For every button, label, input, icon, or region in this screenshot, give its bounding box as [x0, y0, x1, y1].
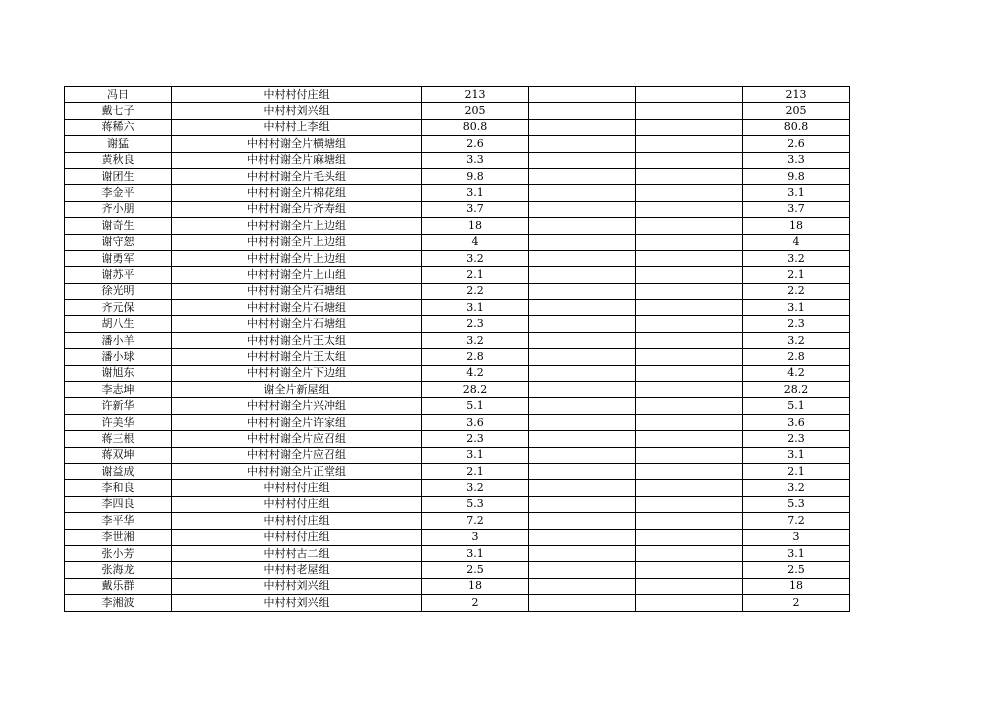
- cell-empty: [636, 480, 743, 496]
- cell-empty: [636, 283, 743, 299]
- table-row: [65, 349, 850, 365]
- cell-value: 3.1: [422, 447, 529, 463]
- cell-empty: [529, 463, 636, 479]
- cell-name: 蒋稀六: [65, 119, 172, 135]
- cell-empty: [529, 152, 636, 168]
- cell-empty: [529, 136, 636, 152]
- cell-name: 李四良: [65, 496, 172, 512]
- cell-empty: [529, 578, 636, 594]
- cell-total: 2: [743, 595, 850, 611]
- cell-empty: [529, 349, 636, 365]
- cell-empty: [529, 119, 636, 135]
- cell-value: 2: [422, 595, 529, 611]
- table-row: [65, 103, 850, 119]
- cell-location: 中村村谢全片石塘组: [172, 300, 422, 316]
- data-table: [64, 86, 850, 612]
- cell-empty: [636, 414, 743, 430]
- cell-total: 205: [743, 103, 850, 119]
- cell-name: 潘小球: [65, 349, 172, 365]
- table-row: [65, 185, 850, 201]
- cell-total: 213: [743, 87, 850, 103]
- cell-total: 3.1: [743, 185, 850, 201]
- table-row: [65, 250, 850, 266]
- cell-value: 2.2: [422, 283, 529, 299]
- cell-empty: [529, 529, 636, 545]
- cell-name: 李和良: [65, 480, 172, 496]
- table-row: [65, 332, 850, 348]
- cell-empty: [636, 463, 743, 479]
- cell-location: 中村村谢全片横塘组: [172, 136, 422, 152]
- cell-name: 徐光明: [65, 283, 172, 299]
- cell-location: 中村村谢全片正堂组: [172, 463, 422, 479]
- cell-name: 谢旭东: [65, 365, 172, 381]
- cell-empty: [636, 103, 743, 119]
- cell-name: 李平华: [65, 513, 172, 529]
- cell-empty: [636, 300, 743, 316]
- cell-total: 18: [743, 218, 850, 234]
- cell-name: 谢猛: [65, 136, 172, 152]
- cell-empty: [529, 545, 636, 561]
- table-row: [65, 316, 850, 332]
- cell-empty: [636, 316, 743, 332]
- cell-name: 谢守恕: [65, 234, 172, 250]
- cell-total: 2.8: [743, 349, 850, 365]
- cell-location: 中村村谢全片齐寿组: [172, 201, 422, 217]
- cell-empty: [529, 447, 636, 463]
- cell-empty: [636, 513, 743, 529]
- cell-value: 213: [422, 87, 529, 103]
- cell-name: 齐小朋: [65, 201, 172, 217]
- cell-empty: [636, 332, 743, 348]
- cell-name: 谢苏平: [65, 267, 172, 283]
- cell-name: 胡八生: [65, 316, 172, 332]
- cell-empty: [529, 267, 636, 283]
- cell-value: 2.1: [422, 463, 529, 479]
- cell-empty: [529, 595, 636, 611]
- cell-value: 2.3: [422, 316, 529, 332]
- cell-total: 3.1: [743, 300, 850, 316]
- cell-name: 李世湘: [65, 529, 172, 545]
- cell-value: 4.2: [422, 365, 529, 381]
- cell-empty: [636, 218, 743, 234]
- cell-empty: [636, 431, 743, 447]
- cell-value: 5.3: [422, 496, 529, 512]
- cell-total: 5.3: [743, 496, 850, 512]
- cell-empty: [636, 87, 743, 103]
- cell-value: 9.8: [422, 168, 529, 184]
- cell-location: 中村村刘兴组: [172, 103, 422, 119]
- cell-total: 3.7: [743, 201, 850, 217]
- cell-empty: [529, 316, 636, 332]
- cell-value: 3.7: [422, 201, 529, 217]
- cell-empty: [529, 480, 636, 496]
- cell-empty: [636, 168, 743, 184]
- cell-empty: [529, 382, 636, 398]
- cell-total: 3.1: [743, 545, 850, 561]
- cell-name: 李湘波: [65, 595, 172, 611]
- table-row: [65, 463, 850, 479]
- cell-value: 2.1: [422, 267, 529, 283]
- cell-empty: [636, 365, 743, 381]
- cell-empty: [529, 496, 636, 512]
- cell-empty: [636, 562, 743, 578]
- cell-value: 3.6: [422, 414, 529, 430]
- cell-empty: [636, 152, 743, 168]
- table-row: [65, 545, 850, 561]
- cell-empty: [529, 185, 636, 201]
- cell-value: 5.1: [422, 398, 529, 414]
- cell-value: 18: [422, 218, 529, 234]
- cell-location: 中村村谢全片下边组: [172, 365, 422, 381]
- cell-location: 中村村谢全片王太组: [172, 332, 422, 348]
- cell-location: 中村村刘兴组: [172, 595, 422, 611]
- cell-total: 3.2: [743, 250, 850, 266]
- cell-value: 3.1: [422, 545, 529, 561]
- cell-total: 2.5: [743, 562, 850, 578]
- cell-name: 许美华: [65, 414, 172, 430]
- cell-empty: [529, 332, 636, 348]
- cell-empty: [636, 447, 743, 463]
- cell-empty: [636, 267, 743, 283]
- cell-location: 中村村谢全片棉花组: [172, 185, 422, 201]
- cell-total: 9.8: [743, 168, 850, 184]
- cell-location: 中村村付庄组: [172, 87, 422, 103]
- table-row: [65, 218, 850, 234]
- cell-total: 5.1: [743, 398, 850, 414]
- table-row: [65, 595, 850, 611]
- cell-empty: [636, 349, 743, 365]
- cell-empty: [529, 250, 636, 266]
- cell-location: 中村村谢全片应召组: [172, 431, 422, 447]
- cell-total: 4: [743, 234, 850, 250]
- cell-total: 7.2: [743, 513, 850, 529]
- cell-value: 3.2: [422, 480, 529, 496]
- cell-name: 张小芳: [65, 545, 172, 561]
- cell-location: 中村村付庄组: [172, 513, 422, 529]
- cell-empty: [636, 398, 743, 414]
- cell-name: 谢团生: [65, 168, 172, 184]
- cell-empty: [529, 300, 636, 316]
- cell-empty: [636, 578, 743, 594]
- cell-name: 谢益成: [65, 463, 172, 479]
- cell-total: 3.2: [743, 480, 850, 496]
- cell-value: 80.8: [422, 119, 529, 135]
- cell-total: 2.3: [743, 431, 850, 447]
- cell-location: 谢全片新屋组: [172, 382, 422, 398]
- cell-total: 2.2: [743, 283, 850, 299]
- cell-value: 4: [422, 234, 529, 250]
- cell-location: 中村村古二组: [172, 545, 422, 561]
- cell-location: 中村村谢全片石塘组: [172, 283, 422, 299]
- table-row: [65, 578, 850, 594]
- cell-empty: [529, 365, 636, 381]
- table-row: [65, 267, 850, 283]
- table-row: [65, 152, 850, 168]
- cell-name: 李志坤: [65, 382, 172, 398]
- cell-location: 中村村谢全片上山组: [172, 267, 422, 283]
- cell-total: 28.2: [743, 382, 850, 398]
- cell-empty: [529, 562, 636, 578]
- cell-total: 18: [743, 578, 850, 594]
- cell-total: 3: [743, 529, 850, 545]
- table-row: [65, 234, 850, 250]
- cell-total: 2.1: [743, 267, 850, 283]
- cell-location: 中村村老屋组: [172, 562, 422, 578]
- cell-name: 齐元保: [65, 300, 172, 316]
- cell-location: 中村村谢全片上边组: [172, 250, 422, 266]
- cell-location: 中村村谢全片应召组: [172, 447, 422, 463]
- cell-empty: [636, 136, 743, 152]
- cell-empty: [636, 545, 743, 561]
- cell-value: 2.8: [422, 349, 529, 365]
- cell-total: 80.8: [743, 119, 850, 135]
- cell-value: 28.2: [422, 382, 529, 398]
- cell-name: 李金平: [65, 185, 172, 201]
- cell-location: 中村村谢全片王太组: [172, 349, 422, 365]
- table-row: [65, 513, 850, 529]
- table-row: [65, 365, 850, 381]
- cell-location: 中村村谢全片许家组: [172, 414, 422, 430]
- cell-value: 2.5: [422, 562, 529, 578]
- cell-value: 3.1: [422, 185, 529, 201]
- cell-value: 3.2: [422, 332, 529, 348]
- table-body: [65, 87, 850, 612]
- table-row: [65, 87, 850, 103]
- table-row: [65, 447, 850, 463]
- cell-value: 205: [422, 103, 529, 119]
- table-row: [65, 300, 850, 316]
- cell-empty: [529, 234, 636, 250]
- cell-empty: [636, 496, 743, 512]
- cell-total: 3.3: [743, 152, 850, 168]
- cell-empty: [636, 234, 743, 250]
- cell-location: 中村村谢全片上边组: [172, 234, 422, 250]
- cell-value: 3.1: [422, 300, 529, 316]
- cell-value: 3.2: [422, 250, 529, 266]
- cell-empty: [529, 283, 636, 299]
- cell-name: 蒋双坤: [65, 447, 172, 463]
- cell-empty: [529, 414, 636, 430]
- cell-location: 中村村谢全片石塘组: [172, 316, 422, 332]
- cell-total: 2.3: [743, 316, 850, 332]
- cell-empty: [636, 201, 743, 217]
- cell-location: 中村村上李组: [172, 119, 422, 135]
- cell-total: 2.1: [743, 463, 850, 479]
- cell-name: 戴乐群: [65, 578, 172, 594]
- cell-location: 中村村谢全片毛头组: [172, 168, 422, 184]
- cell-empty: [636, 119, 743, 135]
- cell-location: 中村村谢全片麻塘组: [172, 152, 422, 168]
- cell-name: 黄秋良: [65, 152, 172, 168]
- cell-empty: [529, 103, 636, 119]
- cell-empty: [636, 595, 743, 611]
- table-row: [65, 168, 850, 184]
- cell-total: 3.1: [743, 447, 850, 463]
- cell-name: 冯日: [65, 87, 172, 103]
- table-row: [65, 136, 850, 152]
- cell-empty: [529, 87, 636, 103]
- cell-location: 中村村刘兴组: [172, 578, 422, 594]
- cell-empty: [529, 513, 636, 529]
- table-row: [65, 382, 850, 398]
- cell-location: 中村村付庄组: [172, 496, 422, 512]
- cell-value: 7.2: [422, 513, 529, 529]
- cell-location: 中村村谢全片上边组: [172, 218, 422, 234]
- cell-empty: [529, 431, 636, 447]
- table-row: [65, 414, 850, 430]
- cell-empty: [636, 250, 743, 266]
- cell-value: 3: [422, 529, 529, 545]
- cell-name: 谢奇生: [65, 218, 172, 234]
- cell-name: 许新华: [65, 398, 172, 414]
- cell-location: 中村村谢全片兴冲组: [172, 398, 422, 414]
- cell-name: 戴七子: [65, 103, 172, 119]
- table-row: [65, 496, 850, 512]
- table-row: [65, 480, 850, 496]
- cell-empty: [529, 398, 636, 414]
- cell-total: 3.2: [743, 332, 850, 348]
- cell-name: 张海龙: [65, 562, 172, 578]
- table-row: [65, 201, 850, 217]
- cell-name: 谢勇军: [65, 250, 172, 266]
- table-row: [65, 431, 850, 447]
- cell-total: 3.6: [743, 414, 850, 430]
- table-row: [65, 562, 850, 578]
- cell-value: 3.3: [422, 152, 529, 168]
- cell-name: 潘小羊: [65, 332, 172, 348]
- cell-empty: [529, 168, 636, 184]
- table-row: [65, 529, 850, 545]
- cell-empty: [529, 218, 636, 234]
- cell-location: 中村村付庄组: [172, 480, 422, 496]
- cell-name: 蒋三根: [65, 431, 172, 447]
- table-row: [65, 398, 850, 414]
- cell-empty: [636, 382, 743, 398]
- cell-location: 中村村付庄组: [172, 529, 422, 545]
- table-row: [65, 283, 850, 299]
- cell-value: 2.6: [422, 136, 529, 152]
- cell-empty: [636, 529, 743, 545]
- cell-empty: [636, 185, 743, 201]
- cell-value: 2.3: [422, 431, 529, 447]
- cell-total: 4.2: [743, 365, 850, 381]
- cell-total: 2.6: [743, 136, 850, 152]
- cell-value: 18: [422, 578, 529, 594]
- cell-empty: [529, 201, 636, 217]
- table-row: [65, 119, 850, 135]
